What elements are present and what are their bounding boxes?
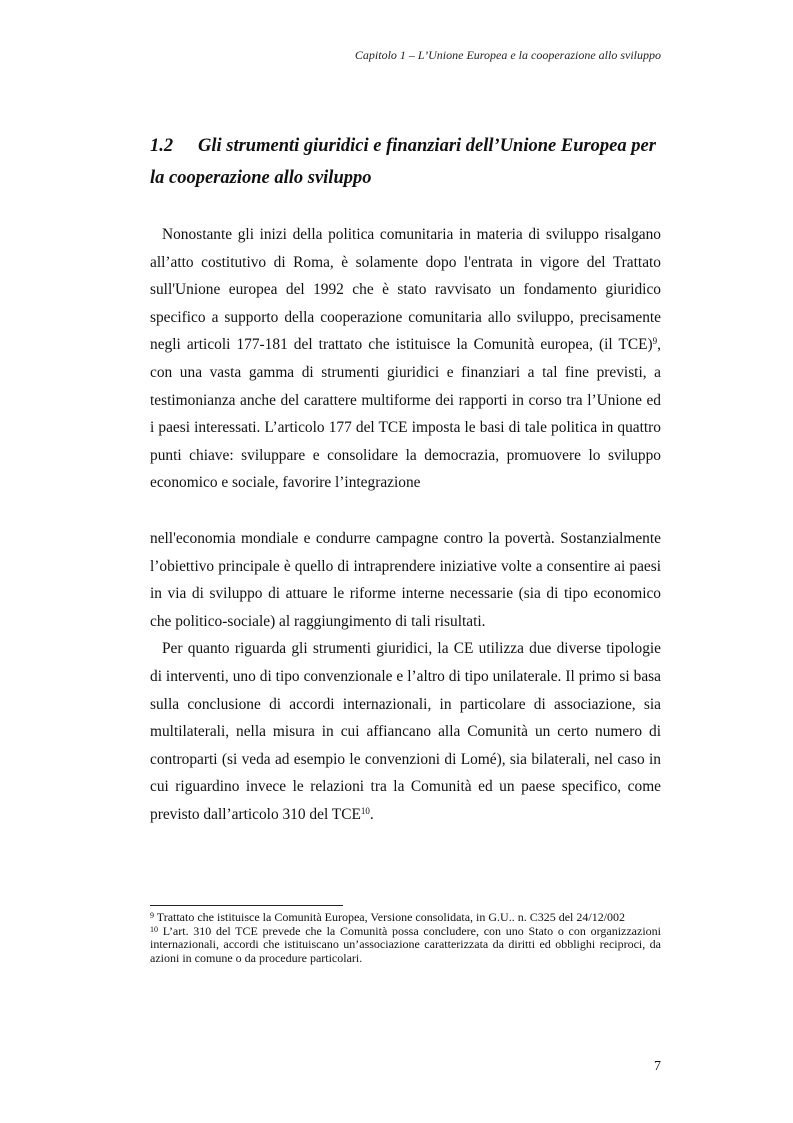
running-header: Capitolo 1 – L’Unione Europea e la cooperazione allo sviluppo <box>354 48 661 62</box>
section-title: Gli strumenti giuridici e finanziari dell’Unione Europea per la cooperazione allo sviluppo <box>150 136 656 188</box>
body-block-1 <box>150 221 661 497</box>
section-heading <box>150 130 661 194</box>
paragraph-1-continuation: nell'economia mondiale e condurre campagne contro la povertà. Sostanzialmente l’obiettivo principale è quello di intraprendere iniziative volte a consentire ai paesi in via di sviluppo di attuare le riforme interne necessarie (sia di tipo economico che politico-sociale) al raggiungimento di tali risultati. <box>150 530 661 630</box>
body-block-2 <box>150 525 661 829</box>
footnote-mark: 9 <box>150 911 154 920</box>
footnote-9 <box>150 911 661 925</box>
footnote-ref-10: 10 <box>360 805 370 816</box>
paragraph-2 <box>150 635 661 828</box>
footnote-10 <box>150 925 661 966</box>
paragraph-2-part-b: . <box>369 805 374 823</box>
footnote-separator <box>150 905 343 906</box>
paragraph-2-part-a: Per quanto riguarda gli strumenti giuridici, la CE utilizza due diverse tipologie di interventi, uno di tipo convenzionale e l’altro di tipo unilaterale. Il primo si basa sulla conclusione di accordi internazionali, in particolare di associazione, sia multilaterali, nella misura in cui affiancano alla Comunità un certo numero di controparti (si veda ad esempio le convenzioni di Lomé), sia bilaterali, nel caso in cui riguardino invece le relazioni tra la Comunità ed un paese specifico, come previsto dall’articolo 310 del TCE <box>150 640 661 823</box>
footnote-ref-9: 9 <box>652 336 658 347</box>
section-number: 1.2 <box>150 136 174 156</box>
footnote-text: L’art. 310 del TCE prevede che la Comunità possa concludere, con uno Stato o con organizzazioni internazionali, accordi che istituiscano un’associazione caratterizzata da diritti ed obblighi reciproci, da azioni in comune o da procedure particolari. <box>150 923 661 965</box>
footnote-mark: 10 <box>150 924 158 934</box>
paragraph-1-part-b: , con una vasta gamma di strumenti giuridici e finanziari a tal fine previsti, a testimonianza anche del carattere multiforme dei rapporti in corso tra l’Unione ed i paesi interessati. L’articolo 177 del TCE imposta le basi di tale politica in quattro punti chiave: sviluppare e consolidare la democrazia, promuovere lo sviluppo economico e sociale, favorire l’integrazione <box>150 336 661 492</box>
paragraph-1-part-a: Nonostante gli inizi della politica comunitaria in materia di sviluppo risalgano all’atto costitutivo di Roma, è solamente dopo l'entrata in vigore del Trattato sull'Unione europea del 1992 che è stato ravvisato un fondamento giuridico specifico a supporto della cooperazione comunitaria allo sviluppo, precisamente negli articoli 177-181 del trattato che istituisce la Comunità europea, (il TCE) <box>150 226 661 354</box>
page-number: 7 <box>654 1059 661 1074</box>
paragraph-1 <box>150 221 661 497</box>
footnote-text: Trattato che istituisce la Comunità Europea, Versione consolidata, in G.U.. n. C325 del 24/12/002 <box>154 910 626 924</box>
footnotes <box>150 911 661 965</box>
